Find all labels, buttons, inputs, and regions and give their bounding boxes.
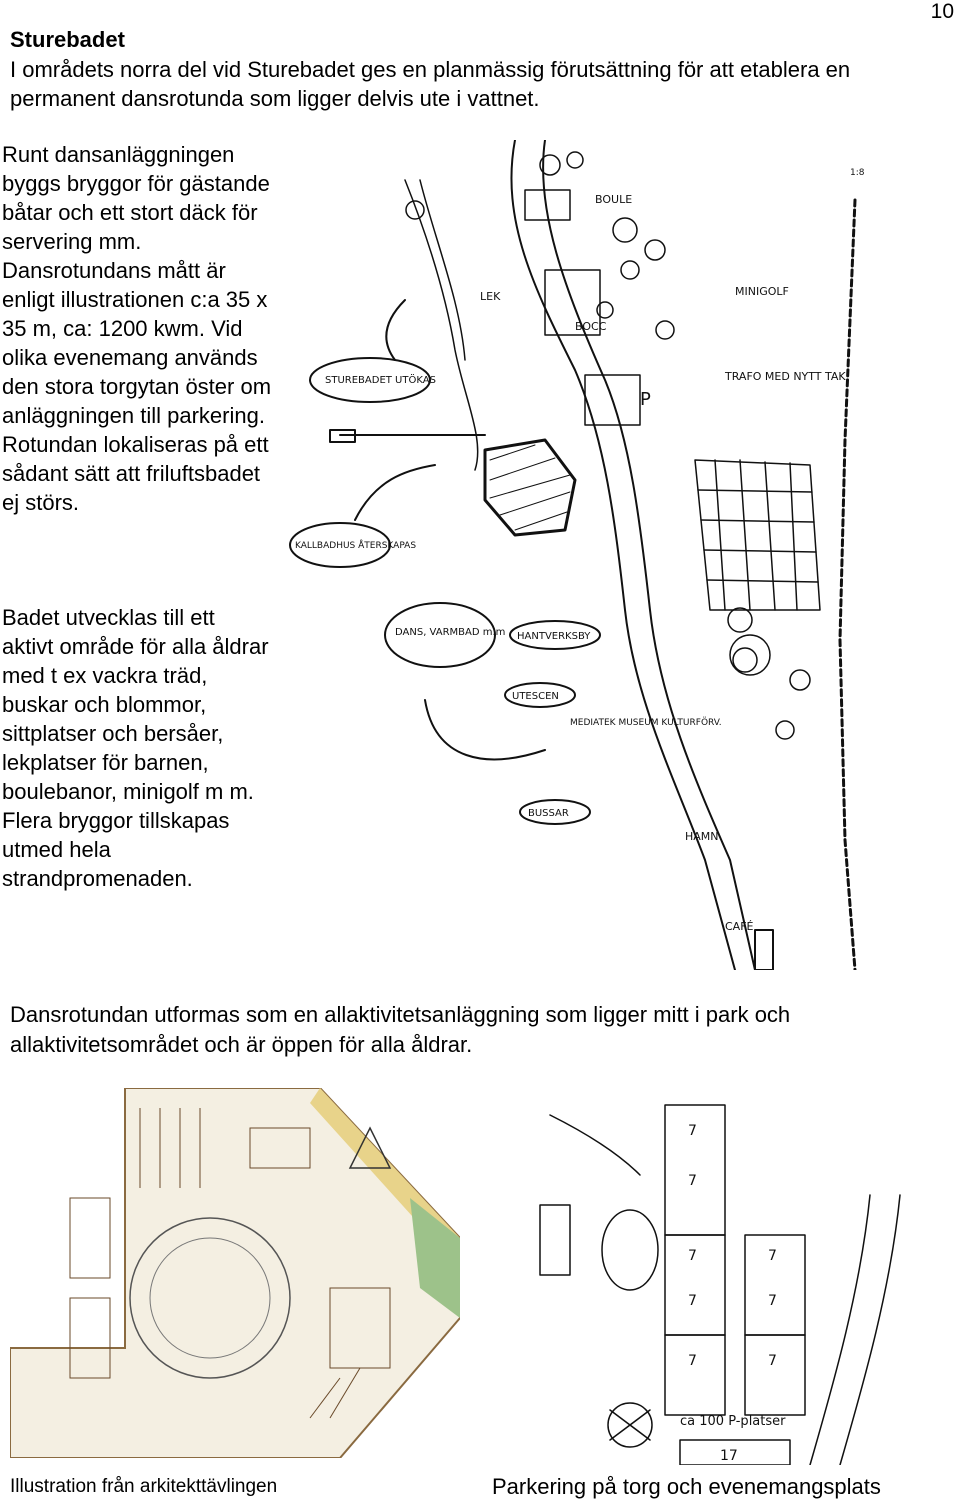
hamn-label: HAMN bbox=[685, 830, 719, 843]
lek-label: LEK bbox=[480, 290, 501, 303]
mediatek-label: MEDIATEK MUSEUM KULTURFÖRV. bbox=[570, 718, 722, 728]
parking-cell-3: 7 bbox=[688, 1248, 697, 1264]
body-paragraph-2: Badet utvecklas till ett aktivt område för alla åldrar med t ex vackra träd, buskar och blommor, sittplatser och bersåer, lekplatser för barnen, boulebanor, minigolf m m. Flera bryggor tillskapas utmed hela strandpromenaden. bbox=[2, 605, 269, 891]
site-plan-sketch bbox=[285, 140, 865, 970]
parking-total: 17 bbox=[720, 1448, 738, 1464]
parking-sketch bbox=[530, 1095, 930, 1465]
bussar-label: BUSSAR bbox=[528, 808, 569, 819]
parking-cell-8: 7 bbox=[768, 1353, 777, 1369]
parking-cell-2: 7 bbox=[688, 1173, 697, 1189]
competition-illustration bbox=[10, 1088, 460, 1458]
cafe-label: CAFÉ bbox=[725, 920, 754, 933]
caption-competition: Illustration från arkitekttävlingen bbox=[10, 1476, 278, 1497]
body-paragraph-1: Runt dansanläggningen byggs bryggor för gästande båtar och ett stort däck för servering mm. Dansrotundans mått är enligt illustrationen c:a 35 x 35 m, ca: 1200 kwm. Vid olika evenemang används den stora torgytan öster om anläggningen till parkering. Rotundan lokaliseras på ett sådant sätt att friluftsbadet ej störs. bbox=[2, 142, 272, 515]
intro-paragraph: I områdets norra del vid Sturebadet ges en planmässig förutsättning för att etablera en permanent dansrotunda som ligger delvis ute i vattnet. bbox=[10, 57, 851, 111]
utescen-label: UTESCEN bbox=[512, 691, 559, 702]
section-heading: Sturebadet bbox=[10, 27, 125, 52]
p-label: P bbox=[640, 389, 651, 410]
bocc-label: BOCC bbox=[575, 320, 607, 333]
sturebadet-label: STUREBADET UTÖKAS bbox=[325, 375, 436, 386]
parking-cell-7: 7 bbox=[688, 1353, 697, 1369]
parking-cell-4: 7 bbox=[688, 1293, 697, 1309]
scale-label: 1:8 bbox=[850, 168, 865, 178]
caption-parking: Parkering på torg och evenemangsplats bbox=[492, 1474, 881, 1499]
boule-label: BOULE bbox=[595, 193, 633, 206]
parking-note: ca 100 P-platser bbox=[680, 1414, 786, 1429]
kallbadhus-label: KALLBADHUS ÅTERSKAPAS bbox=[295, 541, 417, 551]
trafo-label: TRAFO MED NYTT TAK bbox=[725, 370, 846, 383]
parking-cell-1: 7 bbox=[688, 1123, 697, 1139]
middle-paragraph: Dansrotundan utformas som en allaktivitetsanläggning som ligger mitt i park och allaktivitetsområdet och är öppen för alla åldrar. bbox=[10, 1002, 791, 1057]
parking-cell-5: 7 bbox=[768, 1248, 777, 1264]
page-number: 10 bbox=[930, 0, 954, 23]
parking-cell-6: 7 bbox=[768, 1293, 777, 1309]
minigolf-label: MINIGOLF bbox=[735, 285, 789, 298]
hantverk-label: HANTVERKSBY bbox=[517, 631, 591, 642]
dans-label: DANS, VARMBAD m.m bbox=[395, 627, 506, 638]
